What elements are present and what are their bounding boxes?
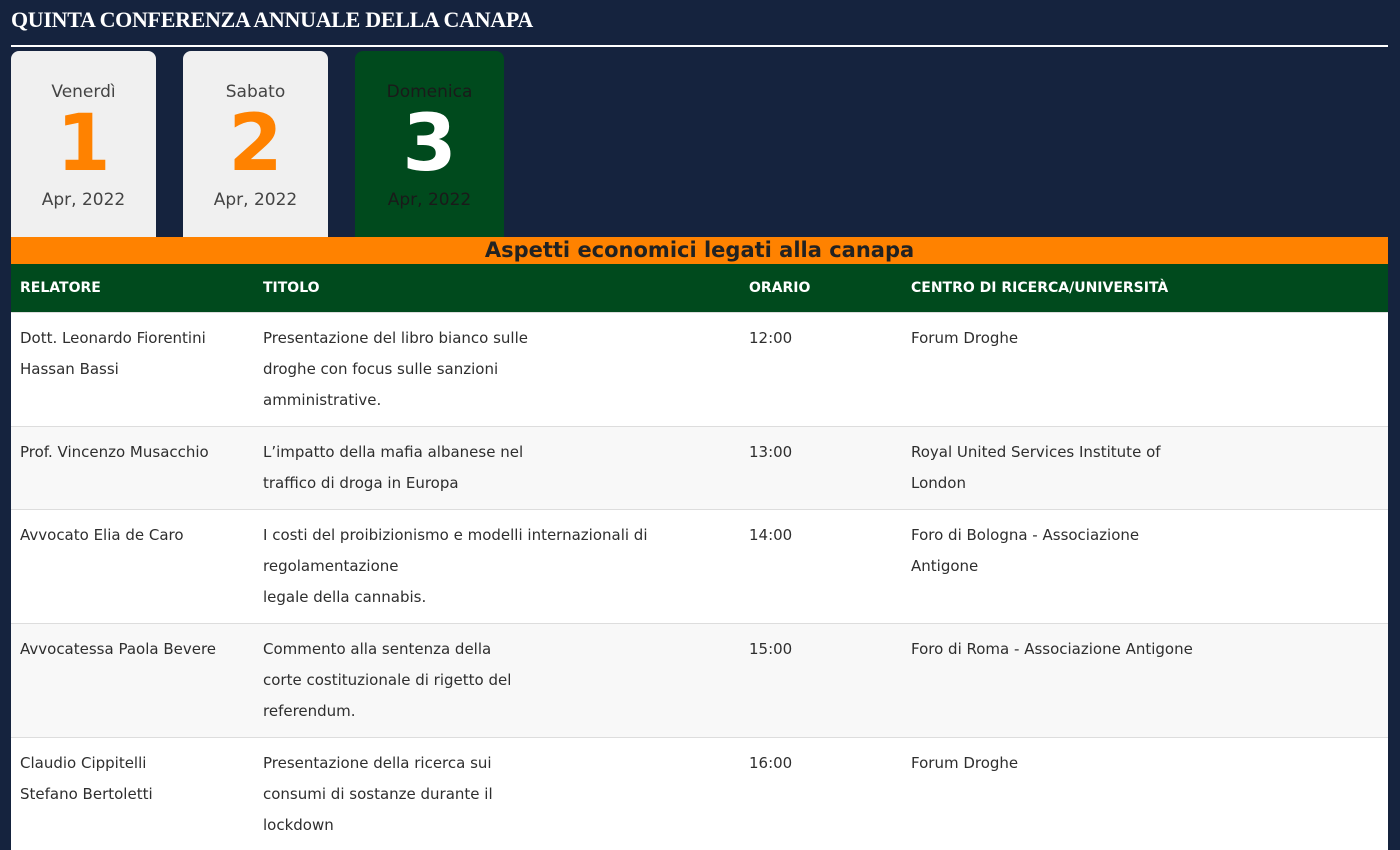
center-cell-line: Antigone — [911, 556, 979, 575]
title-cell-line: traffico di droga in Europa — [263, 473, 459, 492]
header-title: TITOLO — [254, 264, 740, 312]
speaker-cell-line: Prof. Vincenzo Musacchio — [20, 442, 209, 461]
center-cell-line: London — [911, 473, 966, 492]
center-cell-line: Royal United Services Institute of — [911, 442, 1161, 461]
title-cell — [254, 623, 740, 737]
table-header-row — [11, 264, 1388, 312]
center-cell — [902, 426, 1388, 509]
day-name: Sabato — [225, 82, 286, 102]
center-cell — [902, 312, 1388, 426]
speaker-cell-line: Hassan Bassi — [20, 359, 119, 378]
day-tab-domenica[interactable] — [355, 51, 504, 237]
title-cell-line: lockdown — [263, 815, 334, 834]
center-cell — [902, 623, 1388, 737]
time-cell: 16:00 — [740, 737, 902, 850]
title-cell-line: L’impatto della mafia albanese nel — [263, 442, 524, 461]
day-number: 2 — [228, 99, 283, 189]
title-cell — [254, 312, 740, 426]
table-row — [11, 509, 1388, 623]
title-cell-line: amministrative. — [263, 390, 382, 409]
speaker-cell-line: Stefano Bertoletti — [20, 784, 153, 803]
center-cell-line: Forum Droghe — [911, 753, 1019, 772]
title-cell-line: legale della cannabis. — [263, 587, 427, 606]
day-month: Apr, 2022 — [387, 190, 472, 210]
speaker-cell-line: Avvocato Elia de Caro — [20, 525, 184, 544]
day-name: Domenica — [386, 82, 473, 102]
day-tab-sabato[interactable] — [183, 51, 328, 237]
title-cell-line: Presentazione della ricerca sui — [263, 753, 492, 772]
speaker-cell — [11, 623, 254, 737]
session-title: Aspetti economici legati alla canapa — [11, 237, 1388, 264]
speaker-cell-line: Claudio Cippitelli — [20, 753, 147, 772]
day-number: 3 — [402, 99, 457, 189]
header-speaker: RELATORE — [11, 264, 254, 312]
schedule-table — [11, 264, 1388, 850]
speaker-cell — [11, 737, 254, 850]
speaker-cell — [11, 312, 254, 426]
speaker-cell — [11, 426, 254, 509]
title-cell-line: Presentazione del libro bianco sulle — [263, 328, 528, 347]
title-cell — [254, 426, 740, 509]
title-cell-line: regolamentazione — [263, 556, 399, 575]
title-cell-line: corte costituzionale di rigetto del — [263, 670, 512, 689]
title-cell — [254, 737, 740, 850]
title-cell-line: droghe con focus sulle sanzioni — [263, 359, 499, 378]
schedule-body — [11, 312, 1388, 850]
center-cell — [902, 737, 1388, 850]
table-row — [11, 426, 1388, 509]
day-tab-venerdi[interactable] — [11, 51, 156, 237]
day-month: Apr, 2022 — [41, 190, 126, 210]
speaker-cell — [11, 509, 254, 623]
title-cell — [254, 509, 740, 623]
title-cell-line: Commento alla sentenza della — [263, 639, 492, 658]
header-center: CENTRO DI RICERCA/UNIVERSITÀ — [902, 264, 1388, 312]
title-cell-line: referendum. — [263, 701, 356, 720]
time-cell: 15:00 — [740, 623, 902, 737]
center-cell-line: Foro di Bologna - Associazione — [911, 525, 1140, 544]
table-row — [11, 312, 1388, 426]
table-row — [11, 737, 1388, 850]
speaker-cell-line: Avvocatessa Paola Bevere — [20, 639, 217, 658]
day-name: Venerdì — [51, 82, 116, 102]
header-time: ORARIO — [740, 264, 902, 312]
time-cell: 14:00 — [740, 509, 902, 623]
center-cell-line: Forum Droghe — [911, 328, 1019, 347]
title-cell-line: I costi del proibizionismo e modelli internazionali di — [263, 525, 648, 544]
day-number: 1 — [56, 99, 111, 189]
table-row — [11, 623, 1388, 737]
time-cell: 12:00 — [740, 312, 902, 426]
center-cell — [902, 509, 1388, 623]
day-month: Apr, 2022 — [213, 190, 298, 210]
speaker-cell-line: Dott. Leonardo Fiorentini — [20, 328, 206, 347]
page-title: QUINTA CONFERENZA ANNUALE DELLA CANAPA — [11, 7, 533, 32]
title-cell-line: consumi di sostanze durante il — [263, 784, 493, 803]
center-cell-line: Foro di Roma - Associazione Antigone — [911, 639, 1193, 658]
title-divider — [11, 45, 1388, 47]
time-cell: 13:00 — [740, 426, 902, 509]
